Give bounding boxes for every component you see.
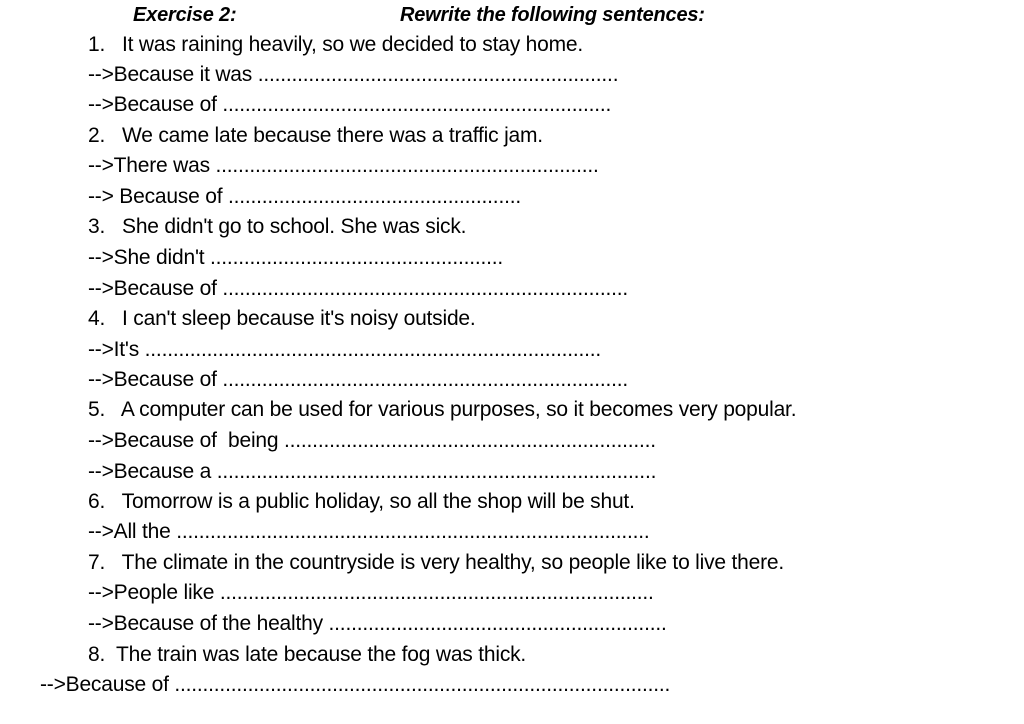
question-1: 1. It was raining heavily, so we decided to stay home. — [88, 33, 584, 56]
question-8: 8. The train was late because the fog was thick. — [88, 643, 527, 666]
answer-line-4a: -->It's ................................................................................. — [88, 338, 602, 361]
answer-line-7b: -->Because of the healthy ............................................................ — [88, 612, 667, 635]
answer-line-7a: -->People like ............................................................................. — [88, 581, 654, 604]
answer-line-1b: -->Because of ..................................................................... — [88, 93, 612, 116]
answer-line-2a: -->There was .................................................................... — [88, 154, 599, 177]
answer-line-8a: -->Because of ........................................................................................ — [40, 673, 671, 696]
question-5: 5. A computer can be used for various purposes, so it becomes very popular. — [88, 398, 797, 421]
answer-line-5a: -->Because of being .................................................................. — [88, 429, 656, 452]
question-2: 2. We came late because there was a traffic jam. — [88, 124, 543, 147]
answer-line-1a: -->Because it was ................................................................ — [88, 63, 619, 86]
instruction-title: Rewrite the following sentences: — [400, 4, 705, 26]
question-7: 7. The climate in the countryside is very healthy, so people like to live there. — [88, 551, 785, 574]
question-4: 4. I can't sleep because it's noisy outside. — [88, 307, 476, 330]
answer-line-3b: -->Because of ........................................................................ — [88, 277, 629, 300]
exercise-title: Exercise 2: — [133, 4, 237, 26]
answer-line-2b: --> Because of .................................................... — [88, 185, 521, 208]
answer-line-6a: -->All the .................................................................................... — [88, 520, 650, 543]
question-3: 3. She didn't go to school. She was sick. — [88, 215, 467, 238]
question-6: 6. Tomorrow is a public holiday, so all the shop will be shut. — [88, 490, 635, 513]
answer-line-4b: -->Because of ........................................................................ — [88, 368, 629, 391]
answer-line-5b: -->Because a .............................................................................. — [88, 460, 657, 483]
answer-line-3a: -->She didn't .................................................... — [88, 246, 504, 269]
